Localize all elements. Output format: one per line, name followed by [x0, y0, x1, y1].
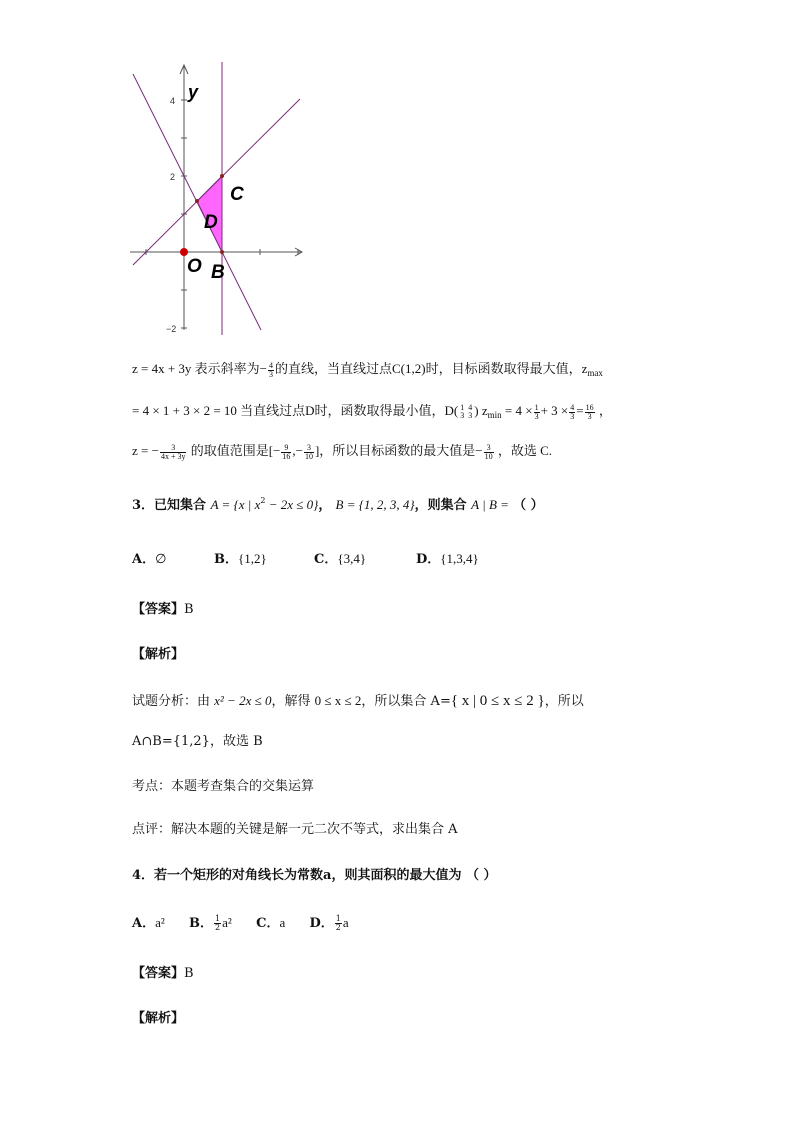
- point-b-label: B: [211, 262, 225, 283]
- point-origin: [180, 248, 188, 256]
- comma: ，: [318, 498, 332, 513]
- point-o-label: O: [187, 256, 202, 277]
- text-seg: 试题分析：由: [132, 694, 215, 709]
- option-value: {1,2}: [238, 551, 267, 566]
- option-value: ∅: [155, 551, 167, 566]
- set-a-result: { x | 0 ≤ x ≤ 2 }: [450, 693, 545, 709]
- q3-number: 3．已知集合: [132, 498, 211, 513]
- y-axis-label: y: [188, 82, 199, 102]
- text-seg: ，所以: [544, 694, 584, 709]
- d-coords-1-3: 1 3: [460, 403, 465, 421]
- text-seg: ) z: [474, 403, 488, 418]
- y-tick-label-4: 4: [170, 96, 176, 106]
- d-coords-4-3: 4 3: [468, 403, 473, 421]
- text-seg: ，解得: [271, 694, 315, 709]
- fraction-3-10: $\frac{3}{10}$: [304, 442, 313, 461]
- q3-option-d: [416, 548, 479, 567]
- answer-label: 【答案】: [132, 602, 185, 617]
- text-seg: z = −: [132, 443, 159, 458]
- point-d-dot: [195, 199, 199, 203]
- option-label: C．: [256, 916, 280, 931]
- option-label: A．: [132, 916, 156, 931]
- solution-range: 0 ≤ x ≤ 2: [314, 693, 362, 708]
- q3-option-c: [314, 548, 366, 567]
- text-seg: ，故选 C.: [497, 443, 553, 458]
- text-seg: z = 4x + 3y 表示斜率为−: [132, 361, 268, 376]
- set-b-def: B = {1, 2, 3, 4}: [335, 497, 415, 512]
- text-seg: ,−: [292, 443, 303, 458]
- fraction-1-2b: $\frac{1}{2}$: [335, 914, 341, 932]
- fraction-4-3b: $\frac{4}{3}$: [570, 402, 575, 421]
- text-seg: ，所以集合 A=: [361, 694, 451, 709]
- point-c-dot: [220, 174, 224, 178]
- point-c-label: C: [230, 184, 244, 205]
- option-value: a²: [222, 915, 232, 930]
- answer-value: B: [184, 602, 194, 617]
- text-seg: 的直线，当直线过点C(1,2)时，目标函数取得最大值，z: [275, 361, 588, 376]
- text-seg: + 3 ×: [540, 403, 569, 418]
- answer-value: B: [184, 966, 194, 981]
- question-3-stem: [132, 494, 544, 513]
- option-label: C．: [314, 552, 338, 567]
- option-label: D．: [416, 552, 441, 567]
- q3-analysis-line-2: A∩B={1,2}，故选 B: [132, 734, 263, 749]
- answer-label: 【答案】: [132, 966, 185, 981]
- text-seg: 的取值范围是[−: [190, 443, 281, 458]
- fraction-3-over-expr: $\frac{3}{4x + 3y}$: [160, 442, 186, 461]
- set-op: A | B =: [471, 497, 509, 512]
- option-value: {3,4}: [337, 551, 367, 566]
- feasible-region-graph: [130, 60, 310, 335]
- fraction-16-3: $\frac{16}{3}$: [585, 402, 594, 421]
- option-label: B．: [189, 916, 214, 931]
- text-seg: =: [576, 403, 584, 418]
- option-label: B．: [214, 552, 238, 567]
- subscript-max: max: [587, 368, 603, 378]
- q3-option-b: [214, 548, 267, 567]
- q4-answer: [132, 962, 194, 981]
- q3-kaodian: 考点：本题考查集合的交集运算: [132, 779, 315, 794]
- inequality: x² − 2x ≤ 0: [214, 693, 272, 708]
- fraction-1-2: $\frac{1}{2}$: [215, 914, 221, 932]
- text-seg: = 4 × 1 + 3 × 2 = 10 当直线过点D时，函数取得最小值，D(: [132, 403, 459, 418]
- q4-analysis-label: 【解析】: [132, 1011, 185, 1026]
- q3-dianping: 点评：解决本题的关键是解一元二次不等式，求出集合 A: [132, 822, 458, 837]
- fraction-4-3: $\frac{4}{3}$: [269, 360, 274, 379]
- text-seg: = 4 ×: [504, 403, 533, 418]
- q3-analysis-line-1: [132, 690, 584, 710]
- text-seg: ]，所以目标函数的最大值是−: [314, 443, 483, 458]
- set-a-def-rest: − 2x ≤ 0}: [265, 497, 319, 512]
- option-value: {1,3,4}: [440, 551, 479, 566]
- option-label: D．: [309, 916, 334, 931]
- y-tick-label-2: 2: [170, 172, 176, 182]
- subscript-min: min: [487, 410, 502, 420]
- point-d-label: D: [204, 212, 218, 233]
- text-seg: ，: [598, 403, 612, 418]
- fraction-9-16: $\frac{9}{16}$: [282, 442, 291, 461]
- point-b-dot: [220, 250, 224, 254]
- q3-answer: [132, 598, 194, 617]
- solution-line-1: [132, 358, 603, 379]
- superscript-2: 2: [260, 496, 266, 505]
- solution-line-3: [132, 440, 552, 461]
- set-a-def: A = {x | x: [210, 497, 261, 512]
- answer-blank: （ ）: [513, 498, 544, 513]
- fraction-1-3: $\frac{1}{3}$: [534, 402, 539, 421]
- solution-line-2: [132, 400, 612, 421]
- text-seg: ，则集合: [414, 498, 472, 513]
- y-tick-label-m2: −2: [166, 324, 177, 334]
- fraction-3-10b: $\frac{3}{10}$: [484, 442, 493, 461]
- q3-option-a: [132, 548, 166, 567]
- question-4-stem: 4．若一个矩形的对角线长为常数a，则其面积的最大值为 （ ）: [132, 868, 497, 883]
- q3-analysis-label: 【解析】: [132, 647, 185, 662]
- option-value: a: [279, 915, 286, 930]
- option-value: a: [342, 915, 349, 930]
- option-label: A．: [132, 552, 156, 567]
- q4-options: [132, 912, 349, 932]
- option-value: a²: [155, 915, 165, 930]
